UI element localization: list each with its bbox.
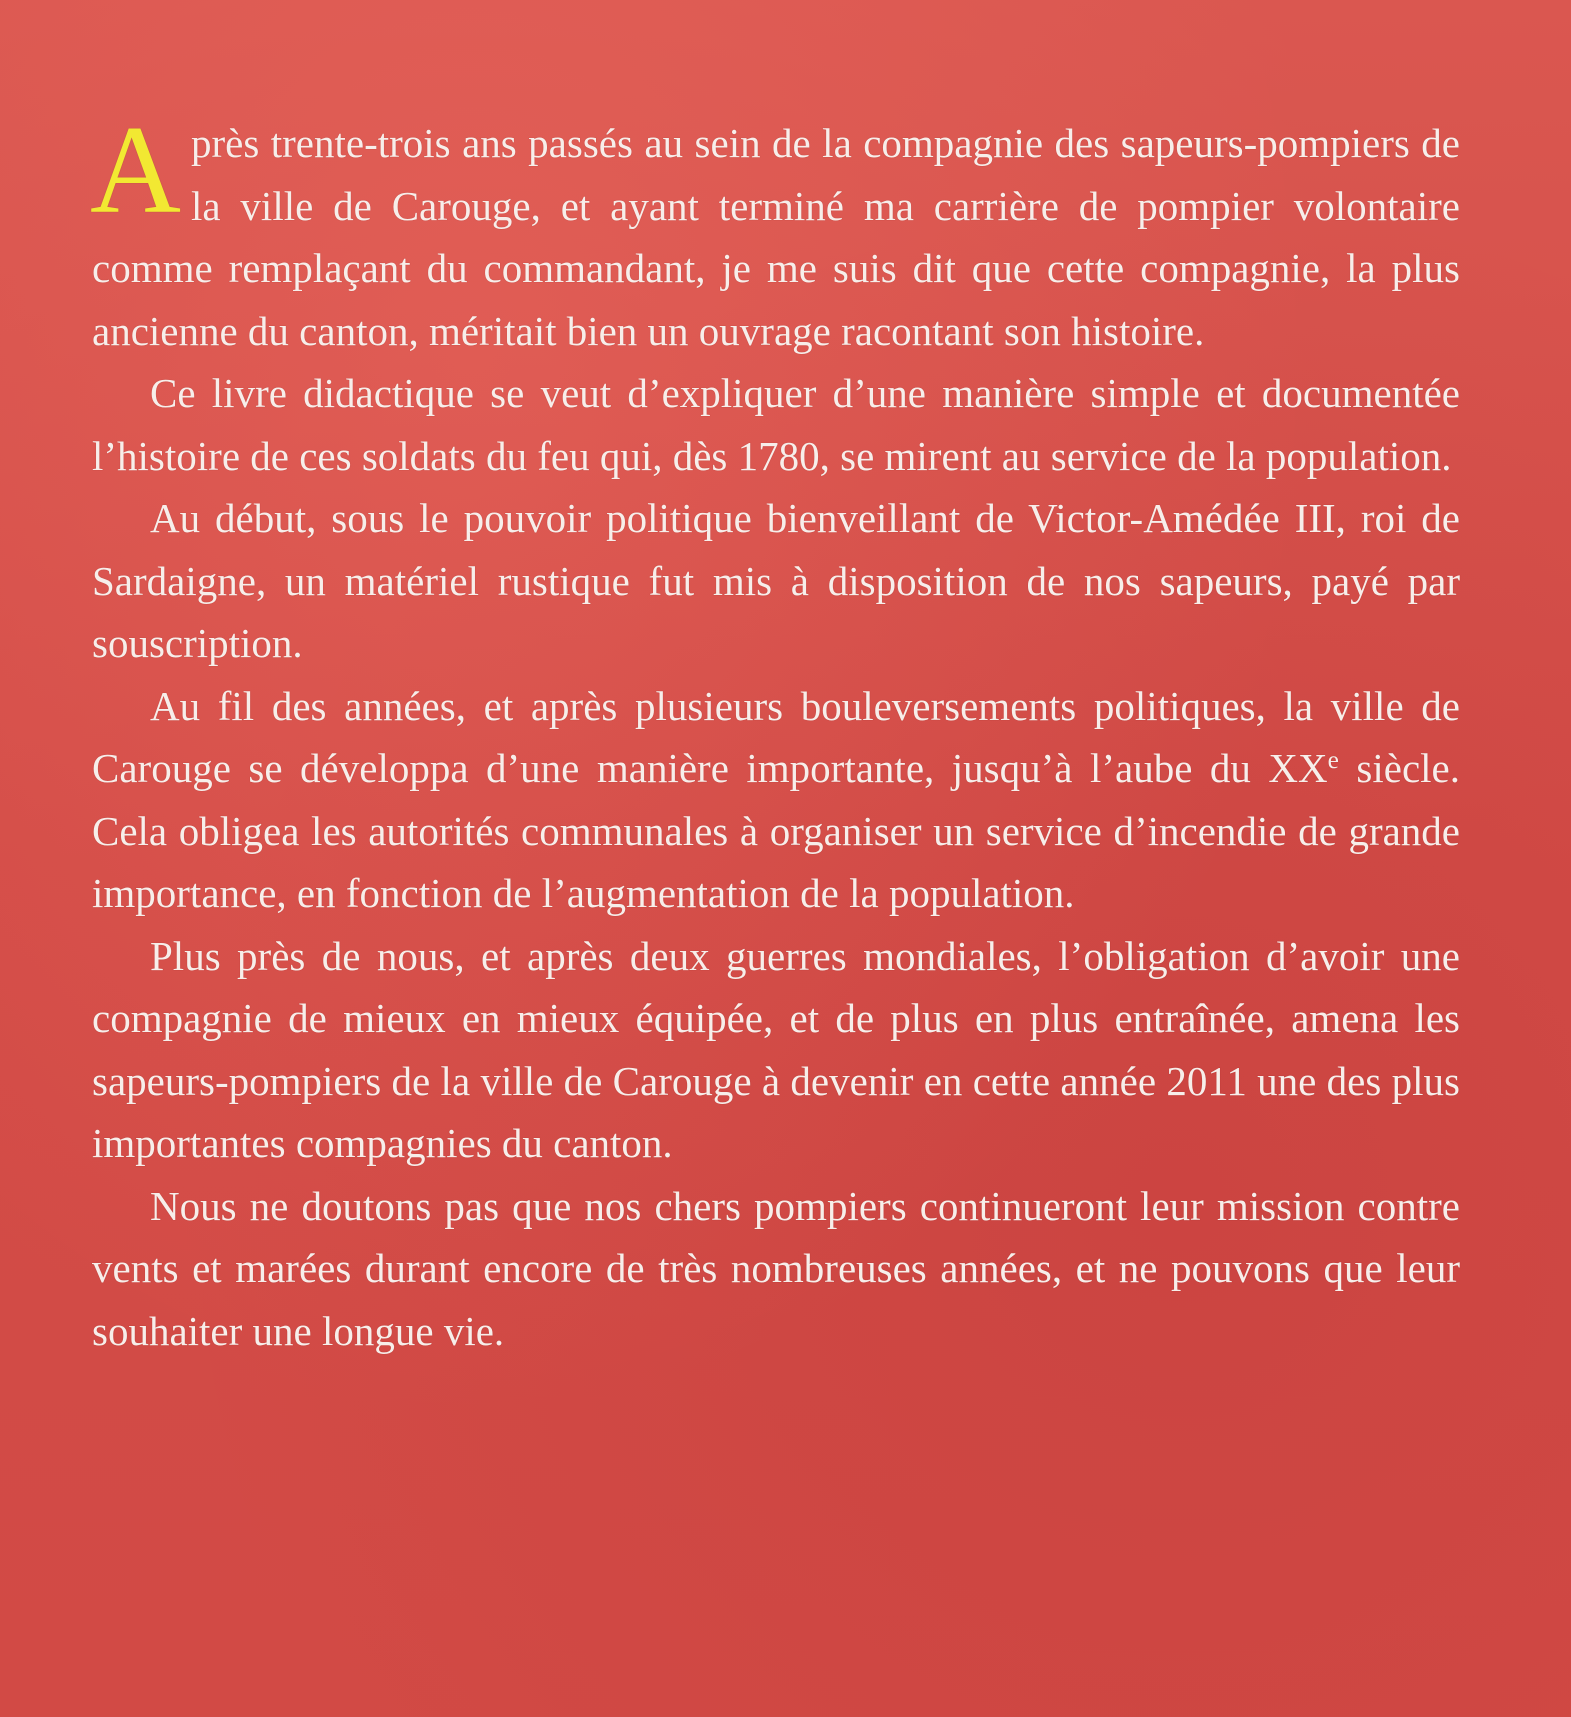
paragraph-3-text: Au début, sous le pouvoir politique bienveillant de Victor-Amédée III, roi de Sardaigne, un matériel rustique fut mis à disposition de nos sapeurs, payé par souscription. (92, 495, 1460, 666)
preface-text (90, 101, 1460, 1362)
paragraph-2-text: Ce livre didactique se veut d’expliquer d’une manière simple et documentée l’histoire de ces soldats du feu qui, dès 1780, se mirent au service de la population. (92, 370, 1460, 479)
paragraph-6 (92, 1175, 1460, 1363)
paragraph-5-text: Plus près de nous, et après deux guerres mondiales, l’obligation d’avoir une compagnie de mieux en mieux équipée, et de plus en plus entraînée, amena les sapeurs-pompiers de la ville de Carouge à devenir en cette année 2011 une des plus importantes compagnies du canton. (92, 932, 1460, 1166)
paragraph-1-text: près trente-trois ans passés au sein de la compagnie des sapeurs-pompiers de la ville de Carouge, et ayant terminé ma carrière de pompier volontaire comme remplaçant du commandant, je me suis dit que cette compagnie, la plus ancienne du canton, méritait bien un ouvrage racontant son histoire. (92, 120, 1460, 354)
century-superscript: e (1327, 746, 1339, 775)
drop-cap-letter: A (90, 101, 181, 240)
century-numeral: XX (1268, 745, 1328, 791)
paragraph-5 (92, 925, 1460, 1175)
paragraph-1 (90, 101, 1460, 362)
paragraph-4 (92, 675, 1460, 925)
paragraph-4-text-end: siècle. Cela obligea les autorités communales à organiser un service d’incendie de grande importance, en fonction de l’augmentation de la population. (92, 745, 1460, 916)
paragraph-6-text: Nous ne doutons pas que nos chers pompiers continueront leur mission contre vents et marées durant encore de très nombreuses années, et ne pouvons que leur souhaiter une longue vie. (92, 1182, 1460, 1354)
paragraph-3 (92, 487, 1460, 675)
paragraph-2 (92, 362, 1460, 487)
paragraph-4-text-start: Au fil des années, et après plusieurs bouleversements politiques, la ville de Carouge se développa d’une manière importante, jusqu’à l’aube du (92, 682, 1460, 791)
